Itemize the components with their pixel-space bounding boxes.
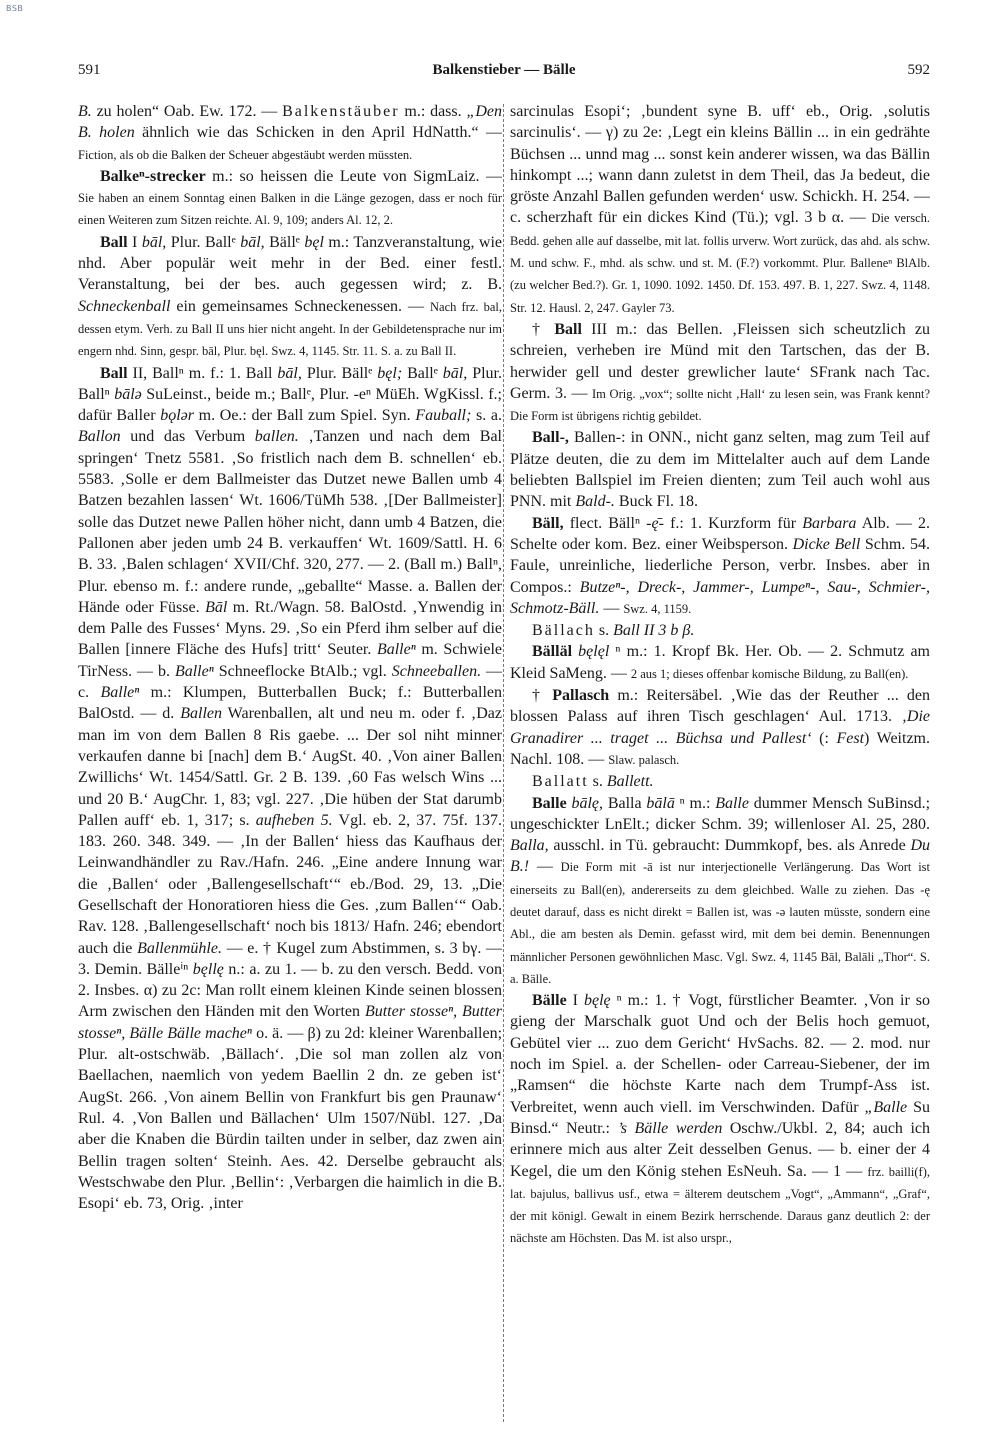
entry-text: — — [529, 858, 561, 876]
dictionary-entry — [78, 101, 502, 166]
entry-text: frz. bailli(f), lat. bajulus, ballivus usf., etwa = älterem deutschem „Vogt“, „Ammann“, „Graf“, der mit königl. Gewalt in einem Bezirk herrschende. Daraus ganz deutlich 2: der nächste am Höchsten. Das M. ist also urspr., — [510, 1164, 930, 1246]
entry-text: „Balle — [864, 1098, 908, 1116]
entry-text: und das Verbum — [120, 428, 255, 446]
dictionary-entry — [510, 101, 930, 319]
entry-text: ‚Die Granadirer ... traget ... Büchsa und Pallest‘ — [510, 708, 930, 747]
entry-text: ähnlich wie das Schicken in den April HdNatth.“ — — [134, 124, 502, 142]
entry-text: Ball II 3 b β. — [613, 622, 695, 640]
entry-text: f.: 1. Kurzform für — [663, 514, 803, 532]
entry-text: Nach frz. bal, dessen etym. Verh. zu Ball II uns hier nicht angeht. In der Gebildetensprache nur im engern nhd. Sinn, gespr. bāl, Plur. bęl. Swz. 4, 1145. Str. 11. S. a. zu Ball II. — [78, 299, 502, 359]
entry-text: Ball — [100, 364, 128, 382]
entry-text: Butzeⁿ-, Dreck-, Jammer-, Lumpeⁿ-, Sau-, Schmier-, Schmotz-Bäll. — [510, 578, 930, 617]
entry-text: † — [532, 320, 555, 338]
entry-text: flect. Bällⁿ — [563, 514, 647, 532]
entry-text: m.: Tanzveranstaltung, wie nhd. Aber populär weit mehr in der Bed. einer festl. Veranstaltung, bei der bes. auch gegessen wird; z. B. — [78, 233, 502, 294]
entry-text: Die versch. Bedd. gehen alle auf dasselbe, mit lat. follis urverw. Wort zurück, das ahd. als schw. M. und schw. F., mhd. als schw. und st. M. (F.?) vorkommt. Plur. Balleneⁿ BlAlb. (zu welcher Bed.?). Gr. 1, 1090. 1092. 1450. Df. 153. 497. B. 1, 227. Swz. 4, 1148. Str. 12. Hausl. 2, 247. Gayler 73. — [510, 211, 930, 315]
entry-text: Bald-. — [575, 493, 615, 511]
entry-text: ⁿ m.: 1. Kropf Bk. Her. Ob. — 2. Schmutz am Kleid SaMeng. — — [510, 643, 930, 682]
entry-text: Barbara — [802, 514, 857, 532]
entry-text: -ę̄- — [646, 514, 664, 532]
page-header — [78, 62, 930, 88]
entry-text: Vgl. eb. 2, 37. 75f. 137. 183. 260. 348. 349. — ‚In der Ballen‘ hiess das Kaufhaus der Leinwandhändler zu Rav./Hafn. 246. „Eine andere Innung war die ‚Ballen‘ oder ‚Ballengesellschaft‘“ eb./Bod. 29, 13. „Die Gesellschaft der Honoratioren hiess die Ges. ‚zum Ballen‘“ Oab. Rav. 128. ‚Ballengesellschaft‘ noch bis 1813/ Hafn. 246; ebendort auch die — [78, 811, 502, 957]
entry-text: II, Ballⁿ m. f.: 1. Ball — [127, 364, 278, 382]
dictionary-entry — [510, 427, 930, 512]
entry-text: Ball — [100, 233, 128, 251]
entry-text: bāl, — [277, 364, 302, 382]
entry-text: sarcinulas Esopi‘; ‚bundent syne B. uff‘ eb., Orig. ‚solutis sarcinulis‘. — γ) zu 2e: ‚Legt ein kleins Bällin ... in ein gedrähte Büchsen ... unnd mag ... sonst kein anderer wissen, wa das Bällin hinkompt ...; wann dann zuletst in dem Theil, das Ja bedeut, die gröste Anzahl Ballen gefunden werden‘ usw. Schickh. H. 254. — c. scherzhaft für ein dickes Kind (Tü.); vgl. 3 b α. — — [510, 103, 930, 227]
entry-text: Bälläl — [532, 643, 573, 661]
entry-text: Balleⁿ — [100, 684, 140, 702]
entry-text: Ballenmühle. — [137, 939, 222, 957]
entry-text: Bälle — [532, 992, 567, 1010]
entry-text: dummer Mensch SuBinsd.; ungeschickter LnElt.; dicker Schm. 39; willenloser Al. 25, 280. — [510, 794, 930, 833]
entry-text: Du B.! — [510, 837, 930, 876]
entry-text: Plur. Ballᵉ — [166, 233, 241, 251]
entry-text: 2 aus 1; dieses offenbar komische Bildung, zu Ball(en). — [630, 666, 909, 681]
right-column — [510, 101, 930, 1426]
entry-text: Ballen — [180, 705, 223, 723]
entry-text: † — [532, 687, 553, 705]
entry-text: — e. † Kugel zum Abstimmen, s. 3 bγ. — 3. Demin. Bälleⁱⁿ — [78, 939, 502, 978]
entry-text: III m.: das Bellen. ‚Fleissen sich scheutzlich zu schreien, verheben ire Münd mit den Tartschen, das der B. herwider gell und dester grewlicher laute‘ SFrank nach Tac. Germ. 3. — — [510, 320, 930, 402]
entry-text: ⁿ m.: 1. † Vogt, fürstlicher Beamter. ‚Von ir so gieng der Marschalk guot Und och der Belis hoch gemuot, Gebütel vier ... zuo dem Gericht‘ HvSachs. 82. — 2. mod. nur noch im Spiel. a. der Schellen- oder Carreau-Siebener, der im „Ramsen“ die höchste Karte nach dem Trumpf-Ass ist. Verbreitet, wenn auch viell. im Verschwinden. Dafür — [510, 992, 930, 1116]
entry-text: SuLeinst., beide m.; Ballᵉ, Plur. -eⁿ MüEh. WgKissl. f.; dafür Baller — [78, 385, 502, 425]
entry-text: m. Rt./Wagn. 58. BalOstd. ‚Ynwendig in dem Palle des Fusses‘ Myns. 29. ‚So ein Pferd ihm selber auf die Ballen [innere Fläche des Hufs] tritt‘ Seuter. — [78, 598, 502, 659]
entry-text: bęlęl — [578, 643, 610, 661]
entry-text: Ballatt — [532, 773, 589, 791]
entry-text: ) Weitzm. Nachl. 108. — — [510, 729, 930, 768]
entry-text: Warenballen, alt und neu m. oder f. ‚Daz man im von dem Ballen 8 Ris gaebe. ... Der sol niht minner verkaufen danne bi [nach] dem B.‘ AugSt. 40. ‚Von ainer Ballen Zwillichs‘ Wt. 1454/Sattl. Gr. 2 B. 139. ‚60 Fas welsch Wins ... und 20 B.‘ AugChr. 1, 83; vgl. 227. ‚Die hüben der Stat darumb Pallen auff‘ eb. 1, 317; s. — [78, 705, 502, 829]
dictionary-entry — [78, 363, 502, 1215]
dictionary-entry — [510, 319, 930, 427]
entry-text: I — [127, 233, 142, 251]
entry-text: „Den B. holen — [78, 103, 502, 142]
entry-text: bęlę — [583, 992, 611, 1010]
entry-text: bālę, — [571, 794, 604, 812]
entry-text: Ballᵉ — [402, 364, 443, 382]
entry-text: bęllę — [192, 960, 224, 978]
entry-text: Schneckenball — [78, 297, 171, 315]
entry-text: ⁿ m.: — [674, 794, 716, 812]
entry-text: Butter stosseⁿ, Butter stosseⁿ, Bälle Bälle macheⁿ — [78, 1003, 502, 1042]
entry-text: Oschw./Ukbl. 2, 84; auch ich erinnere mich aus alter Zeit desselben Genus. — b. einer der 4 Kegel, die um den König stehen EsNeuh. Sa. — 1 — — [510, 1119, 930, 1180]
entry-text: (: — [811, 729, 837, 747]
entry-text: bǫlər — [160, 407, 194, 425]
entry-text: ein gemeinsames Schneckenessen. — — [170, 297, 431, 315]
entry-text: Alb. — 2. Schelte oder kom. Bez. einer Weibsperson. — [510, 514, 930, 553]
entry-text: n.: a. zu 1. — b. zu den versch. Bedd. von 2. Insbes. α) zu 2c: Man rollt einem kleinen Kinde seinen blossen Arm zwischen den Händen mit den Worten — [78, 960, 502, 1021]
entry-text: I — [566, 992, 584, 1010]
entry-text: Pallasch — [552, 687, 610, 705]
dictionary-entry — [510, 513, 930, 620]
entry-text: m. Schwiele TirNess. — b. — [78, 641, 502, 680]
entry-text: Su Binsd.“ Neutr.: — [510, 1098, 930, 1137]
entry-text: Fiction, als ob die Balken der Scheuer abgestäubt werden müssten. — [78, 147, 413, 162]
entry-text: Bällach — [532, 622, 595, 640]
entry-text: s. — [588, 773, 607, 791]
entry-text: Ball — [554, 320, 582, 338]
entry-text: bęl — [304, 233, 324, 251]
entry-text: B. — [78, 103, 92, 120]
entry-text: Balleⁿ — [376, 641, 416, 659]
dictionary-entry — [78, 166, 502, 232]
entry-text: Bāl — [205, 598, 228, 616]
entry-text: Die Form mit -ā ist nur interjectionelle Verlängerung. Das Wort ist einerseits zu Ball(en), andererseits zu dem gleichbed. Walle zu ziehen. Das -ę deutet darauf, dass es nicht direkt = Ballen ist, was -ə lauten müsste, sondern eine Abl., die am besten als Demin. gefasst wird, mit dem bei demin. Benennungen männlicher Personen gewöhnlichen Masc. Vgl. Swz. 4, 1145 Bāl, Balāli „Thor“. S. a. Bälle. — [510, 860, 930, 986]
dictionary-entry — [510, 685, 930, 771]
entry-text: s. a. — [471, 407, 502, 425]
entry-text: bālā — [646, 794, 675, 812]
entry-text: ‚Tanzen und nach dem Bal springen‘ Tnetz 5581. ‚So fristlich nach dem B. schnellen‘ eb. 5583. ‚Solle er dem Ballmeister das Dutzet newe Ballen umb 4 Batzen bezahlen lassen‘ Wt. 1606/TüMh 538. ‚[Der Ballmeister] solle das Dutzet newe Pallen höher nicht, dann umb 4 Batzen, die Pallonen aber jeden umb 24 B. verkauffen‘ Wt. 1609/Sattl. H. 6 B. 33. ‚Balen schlagen‘ XVII/Chf. 320, 277. — 2. (Ball m.) Ballⁿ, Plur. ebenso m. f.: andere runde, „geballte“ Masse. a. Ballen der Hände oder Füsse. — [78, 428, 502, 616]
dictionary-entry — [510, 990, 930, 1250]
entry-text: Balleⁿ — [174, 662, 214, 680]
running-title: Balkenstieber — Bälle — [432, 62, 576, 78]
entry-text: m.: dass. — [399, 103, 467, 120]
entry-text: Balkeⁿ-strecker — [100, 167, 206, 185]
entry-text: o. ä. — β) zu 2d: kleiner Warenballen; Plur. alt-ostschwäb. ‚Bällach‘. ‚Die sol man zollen alz von Baellachen, naemlich von yedem Baellin 2 dn. ze geben ist‘ AugSt. 266. ‚Von ainem Bellin von Frankfurt bis gen Praunaw‘ Rul. 4. ‚Von Ballen und Bällachen‘ Ulm 1507/Nübl. 127. ‚Da aber die Knaben die Bürdin tailten under in selber, daz zwen ain Bellin tragen solten‘ Steinh. Aes. 42. Derselbe gebraucht als Westschwabe den Plur. ‚Bellin‘: ‚Verbargen die haimlich in die B. Esopi‘ eb. 73, Orig. ‚inter — [78, 1024, 502, 1213]
dictionary-entry — [78, 232, 502, 363]
entry-text: aufheben 5. — [255, 811, 333, 829]
entry-text: bāl, — [141, 233, 167, 251]
entry-text: ’s Bälle werden — [617, 1119, 723, 1137]
entry-text: — c. — [78, 662, 502, 702]
entry-text: ballen. — [254, 428, 299, 446]
library-stamp: BSB — [6, 4, 24, 13]
entry-text: bęl; — [377, 364, 403, 382]
entry-text: Slaw. palasch. — [608, 752, 680, 767]
entry-text: zu holen“ Oab. Ew. 172. — — [91, 103, 283, 120]
entry-text: Balla — [603, 794, 647, 812]
page-number-right: 592 — [907, 62, 930, 78]
entry-text: Dicke Bell — [792, 535, 861, 553]
entry-text: Bäll, — [532, 514, 564, 532]
entry-text: Swz. 4, 1159. — [623, 601, 692, 616]
entry-text: Fauball; — [415, 407, 472, 425]
entry-text: bālə — [114, 385, 142, 403]
entry-text: — — [599, 599, 624, 617]
entry-text: ausschl. in Tü. gebraucht: Dummkopf, bes. als Anrede — [548, 837, 911, 855]
entry-text: m.: Reitersäbel. ‚Wie das der Reuther ... den blossen Palass auf ihren Tisch geschlagen‘ Aul. 1713. — [510, 687, 930, 726]
entry-text: Bällᵉ — [264, 233, 305, 251]
entry-text: Ballen-: in ONN., nicht ganz selten, mag zum Teil auf Plätze deuten, die zu dem im Mittelalter auch auf dem Lande beliebten Ballspiel im Freien dienten; zum Teil auch wohl aus PNN. mit — [510, 429, 930, 511]
entry-text: Im Orig. „vox“; sollte nicht ‚Hall‘ zu lesen sein, was Frank kennt? Die Form ist übrigens richtig gebildet. — [510, 386, 930, 424]
entry-text: bāl, — [442, 364, 468, 382]
dictionary-entry — [510, 641, 930, 685]
entry-text: Balle — [532, 794, 567, 812]
entry-text: Schneeballen. — [391, 662, 482, 680]
entry-text: m. Oe.: der Ball zum Spiel. Syn. — [193, 407, 416, 425]
entry-text: Schneeflocke BtAlb.; vgl. — [213, 662, 392, 680]
entry-text: Balkenstäuber — [282, 103, 400, 120]
entry-text: Balla, — [510, 837, 549, 855]
entry-text: Buck Fl. 18. — [614, 493, 699, 511]
entry-text: m.: so heissen die Leute von SigmLaiz. — — [205, 167, 502, 185]
column-divider — [503, 104, 504, 1422]
entry-text: bāl, — [240, 233, 265, 251]
entry-text: m.: Klumpen, Butterballen Buck; f.: Butterballen BalOstd. — d. — [78, 684, 502, 723]
dictionary-entry — [510, 620, 930, 641]
dictionary-entry — [510, 793, 930, 991]
page-number-left: 591 — [78, 62, 101, 78]
entry-text: Plur. Ballⁿ — [78, 364, 502, 403]
entry-text: Ballon — [78, 428, 121, 446]
entry-text: Sie haben an einem Sonntag einen Balken in die Länge gezogen, dass er noch für einen Weiteren zum Sitzen reichte. Al. 9, 109; anders Al. 12, 2. — [78, 191, 502, 228]
entry-text: Ballett. — [606, 773, 654, 791]
entry-text: s. — [594, 622, 614, 640]
entry-text: Plur. Bällᵉ — [301, 364, 378, 382]
entry-text: Ball-, — [532, 429, 569, 447]
entry-text: Balle — [715, 794, 749, 812]
entry-text: Fest — [836, 729, 865, 747]
left-column — [78, 101, 502, 1426]
entry-text: Schm. 54. Faule, unreinliche, liederliche Person, verbr. Insbes. aber in Compos.: — [510, 535, 930, 596]
dictionary-entry — [510, 771, 930, 792]
